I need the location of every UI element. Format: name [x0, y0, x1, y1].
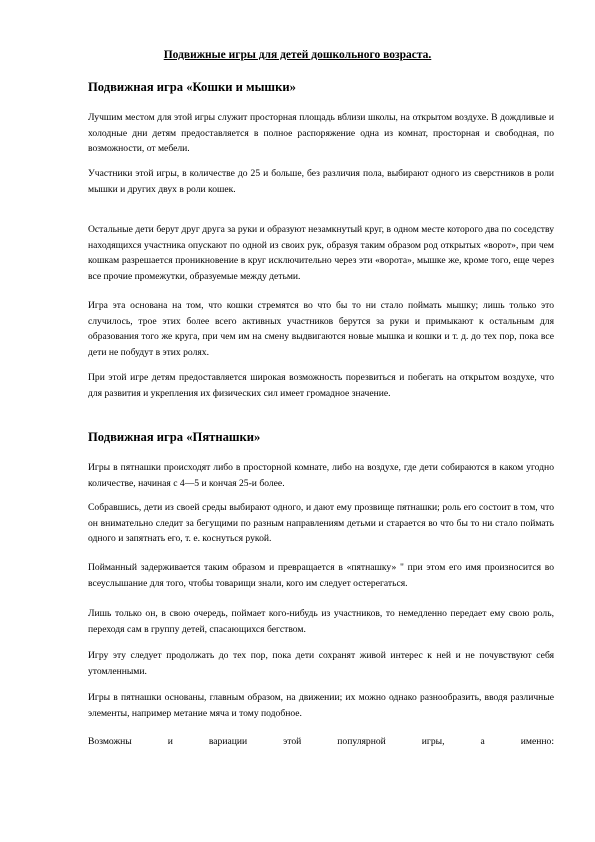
- document-title: Подвижные игры для детей дошкольного возраста.: [163, 49, 432, 61]
- heading-tag-game: Подвижная игра «Пятнашки»: [88, 430, 261, 444]
- heading-cats-and-mice: Подвижная игра «Кошки и мышки»: [88, 80, 296, 94]
- paragraph-tag-1: Игры в пятнашки происходят либо в просторной комнате, либо на воздухе, где дети собираются в каком угодно количестве, начиная с 4—5 и кончая 25-и более.: [88, 462, 554, 489]
- paragraph-tag-3b: Лишь только он, в свою очередь, поймает кого-нибудь из участников, то немедленно передает ему свою роль, переходя сам в группу детей, спасающихся бегством.: [88, 608, 554, 635]
- paragraph-cats-5: При этой игре детям предоставляется широкая возможность порезвиться и побегать на открытом воздухе, что для развития и укрепления их физических сил имеет громадное значение.: [88, 372, 554, 399]
- paragraph-tag-3a: Пойманный задерживается таким образом и превращается в «пятнашку» " при этом его имя произносится во всеуслышание для того, чтобы товарищи знали, кого им следует остерегаться.: [88, 562, 554, 589]
- paragraph-tag-6: Возможны и вариации этой популярной игры, а именно:: [88, 736, 554, 747]
- paragraph-tag-4: Игру эту следует продолжать до тех пор, пока дети сохранят живой интерес к ней и не почувствуют себя утомленными.: [88, 650, 554, 677]
- paragraph-cats-3: Остальные дети берут друг друга за руки и образуют незамкнутый круг, в одном месте которого два по соседству находящихся участника опускают по одной из своих рук, образуя таким образом род открытых «ворот», при чем кошкам разрешается проникновение в круг исключительно через эти «ворота», мышке же, кроме того, еще через все прочие промежутки, образуемые между детьми.: [88, 224, 554, 282]
- paragraph-cats-2: Участники этой игры, в количестве до 25 и больше, без различия пола, выбирают одного из сверстников в роли мышки и других двух в роли кошек.: [88, 168, 554, 195]
- paragraph-tag-5: Игры в пятнашки основаны, главным образом, на движении; их можно однако разнообразить, вводя различные элементы, например метание мяча и тому подобное.: [88, 692, 554, 719]
- paragraph-cats-1: Лучшим местом для этой игры служит просторная площадь вблизи школы, на открытом воздухе. В дождливые и холодные дни детям предоставляется в полное распоряжение одна из комнат, просторная и свободная, по возможности, от мебели.: [88, 112, 554, 154]
- paragraph-cats-4: Игра эта основана на том, что кошки стремятся во что бы то ни стало поймать мышку; лишь только это случилось, трое этих более всего активных участников берутся за руки и примыкают к остальным для образования того же круга, при чем им на смену выдвигаются новые мышка и кошки и т. д. до тех пор, пока все дети не побудут в этих ролях.: [88, 300, 554, 358]
- paragraph-tag-2: Собравшись, дети из своей среды выбирают одного, и дают ему прозвище пятнашки; роль его состоит в том, что он внимательно следит за бегущими по разным направлениям детьми и старается во что бы то ни стало поймать одного и запятнать его, т. е. коснуться рукой.: [88, 502, 554, 544]
